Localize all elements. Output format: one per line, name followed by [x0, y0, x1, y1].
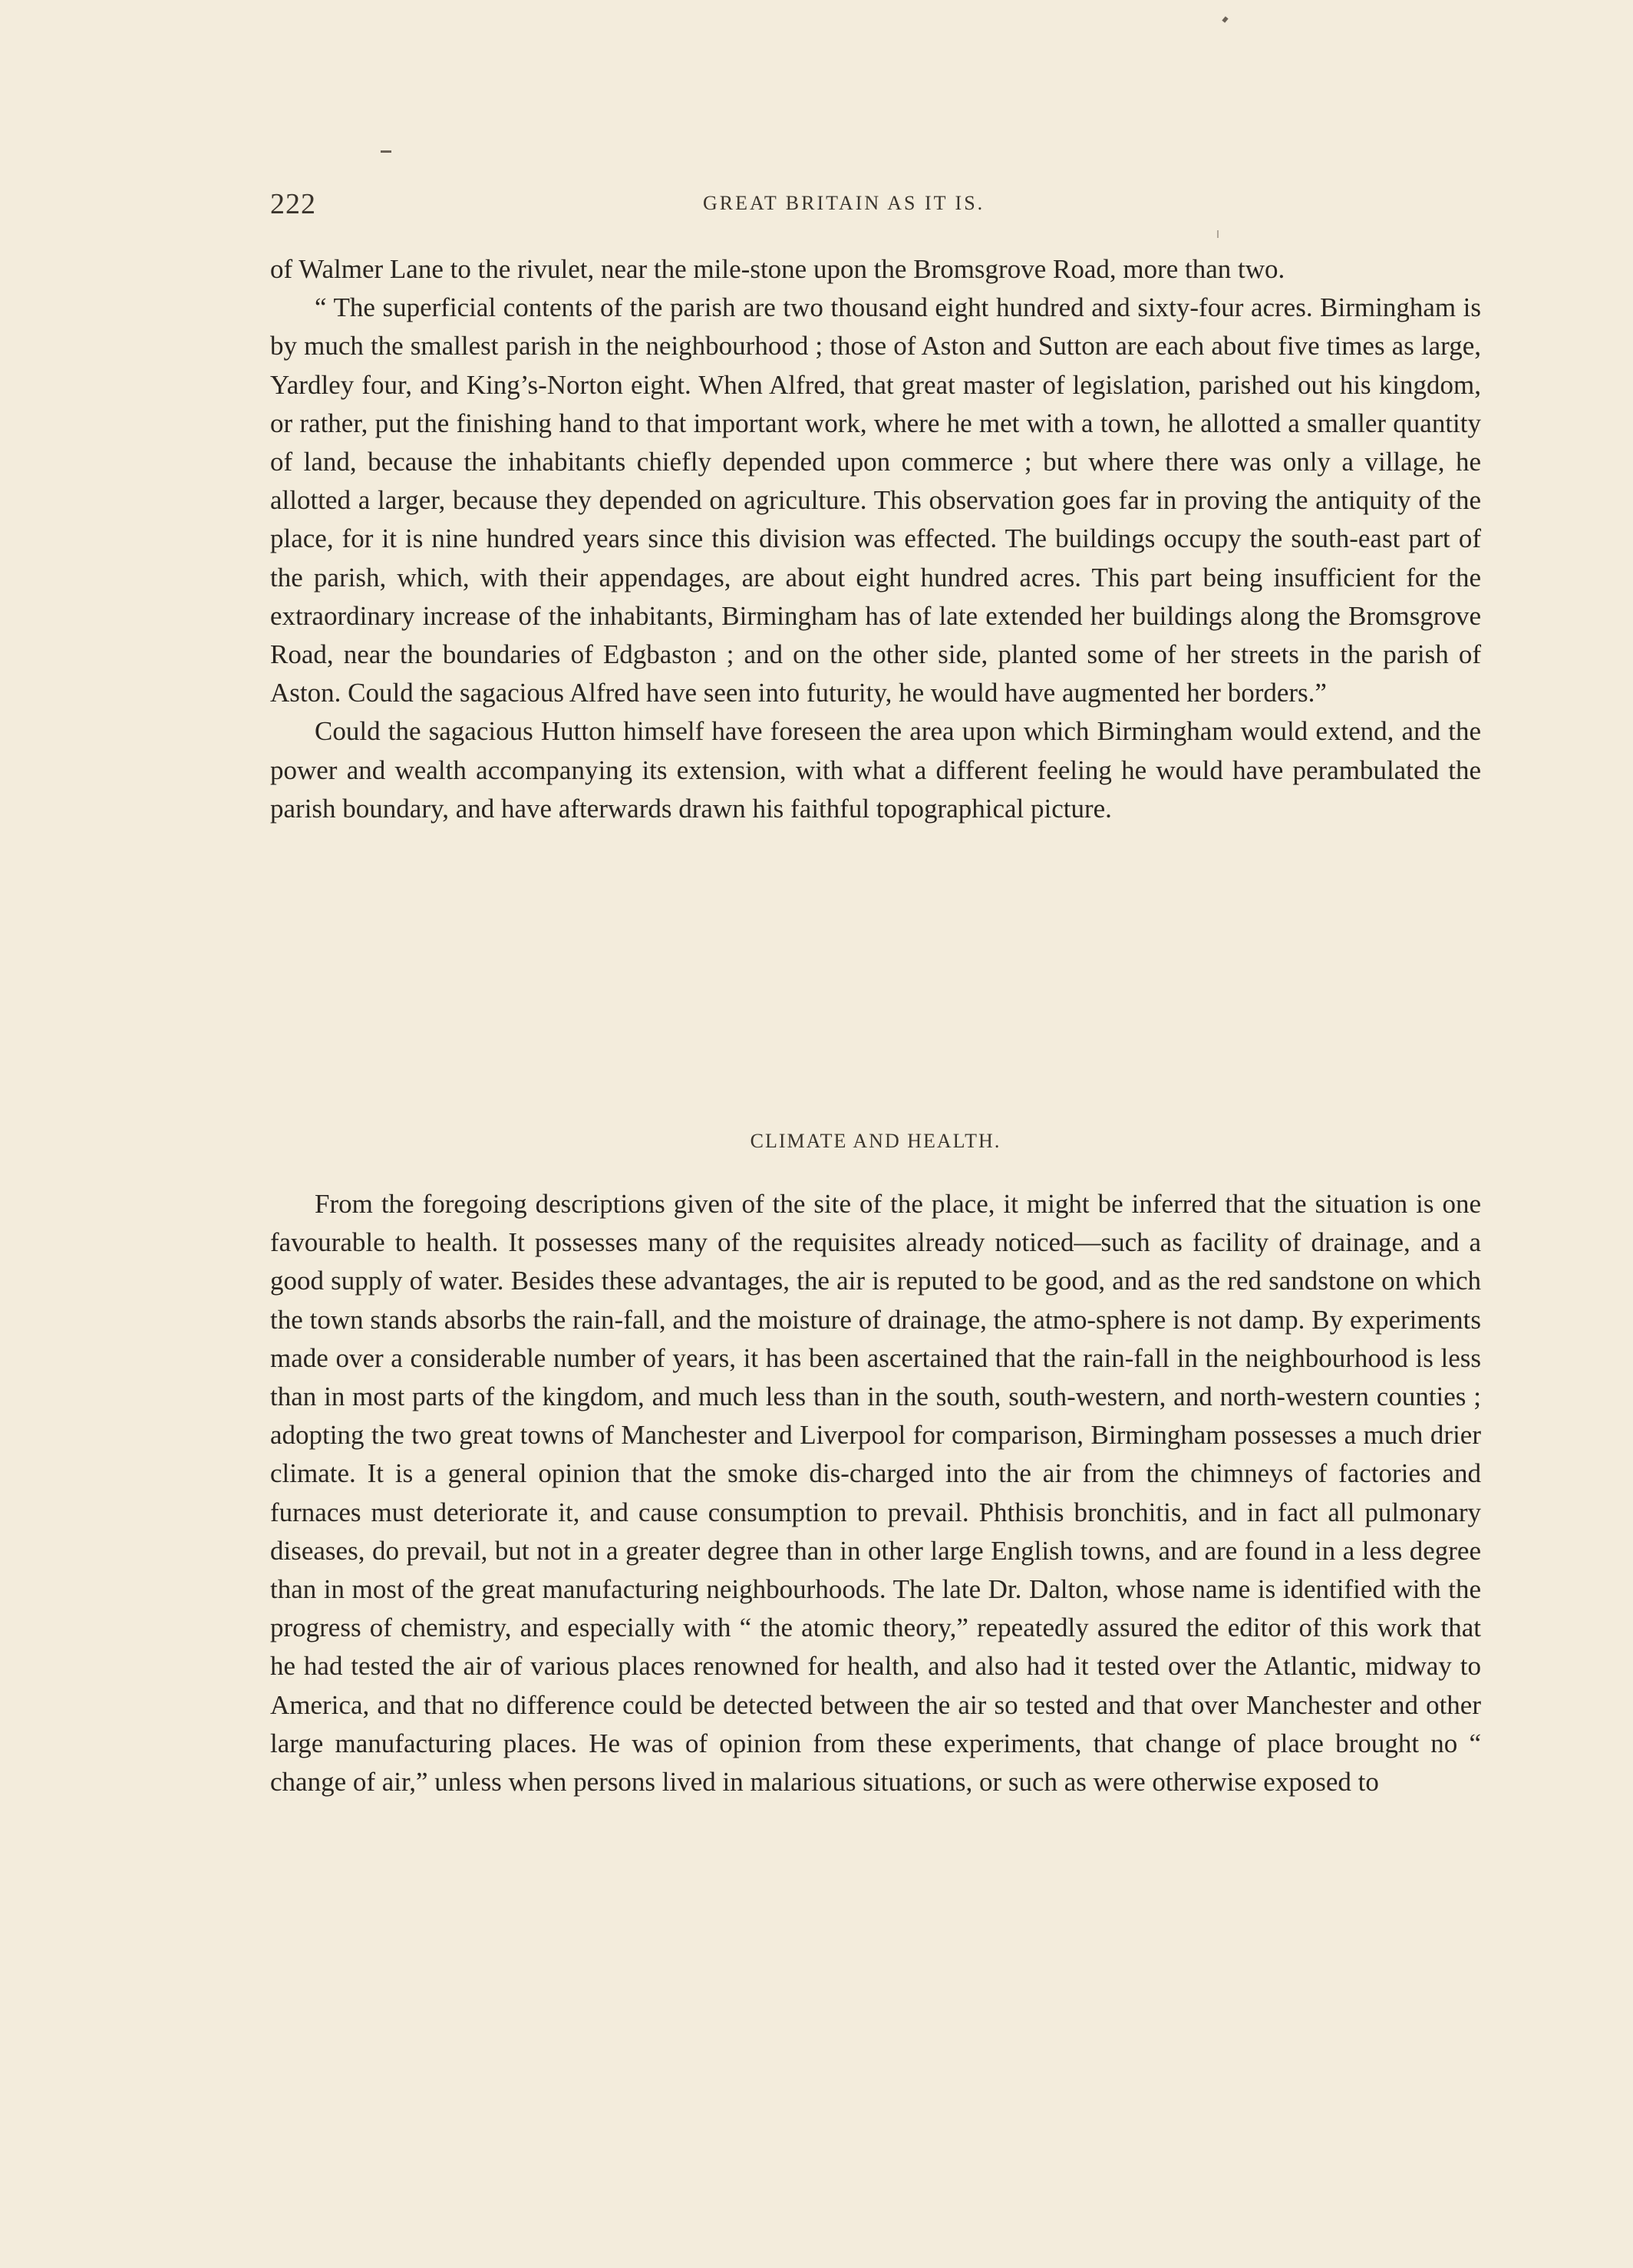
- text-block-bottom: [270, 1185, 1481, 1801]
- section-heading: CLIMATE AND HEALTH.: [750, 1130, 1001, 1152]
- printer-mark: [381, 150, 391, 153]
- paragraph: “ The superficial contents of the parish are two thousand eight hundred and sixty-four acres. Birmingham is by much the smallest parish in the neighbourhood ; those of Aston and Sutton are each about five times as large, Yardley four, and King’s-Norton eight. When Alfred, that great master of legislation, parished out his kingdom, or rather, put the finishing hand to that important work, where he met with a town, he allotted a smaller quantity of land, because the inhabitants chiefly depended upon commerce ; but where there was only a village, he allotted a larger, because they depended on agriculture. This observation goes far in proving the antiquity of the place, for it is nine hundred years since this division was effected. The buildings occupy the south-east part of the parish, which, with their appendages, are about eight hundred acres. This part being insufficient for the extraordinary increase of the inhabitants, Birmingham has of late extended her buildings along the Bromsgrove Road, near the boundaries of Edgbaston ; and on the other side, planted some of her streets in the parish of Aston. Could the sagacious Alfred have seen into futurity, he would have augmented her borders.”: [270, 292, 1481, 708]
- running-title: GREAT BRITAIN AS IT IS.: [703, 192, 985, 214]
- printer-mark: [1222, 16, 1228, 23]
- text-block-top: [270, 250, 1481, 828]
- paragraph: Could the sagacious Hutton himself have foreseen the area upon which Birmingham would extend, and the power and wealth accompanying its extension, with what a different feeling he would have perambulated the parish boundary, and have afterwards drawn his faithful topographical picture.: [270, 716, 1481, 824]
- printer-mark: [1217, 230, 1219, 238]
- running-head: [270, 187, 1483, 221]
- paragraph: From the foregoing descriptions given of the site of the place, it might be inferred that the situation is one favourable to health. It possesses many of the requisites already noticed—such as facility of drainage, and a good supply of water. Besides these advantages, the air is reputed to be good, and as the red sandstone on which the town stands absorbs the rain-fall, and the moisture of drainage, the atmo-sphere is not damp. By experiments made over a considerable number of years, it has been ascertained that the rain-fall in the neighbourhood is less than in most parts of the kingdom, and much less than in the south, south-western, and north-western counties ; adopting the two great towns of Manchester and Liverpool for comparison, Birmingham possesses a much drier climate. It is a general opinion that the smoke dis-charged into the air from the chimneys of factories and furnaces must deteriorate it, and cause consumption to prevail. Phthisis bronchitis, and in fact all pulmonary diseases, do prevail, but not in a greater degree than in other large English towns, and are found in a less degree than in most of the great manufacturing neighbourhoods. The late Dr. Dalton, whose name is identified with the progress of chemistry, and especially with “ the atomic theory,” repeatedly assured the editor of this work that he had tested the air of various places renowned for health, and also had it tested over the Atlantic, midway to America, and that no difference could be detected between the air so tested and that over Manchester and other large manufacturing places. He was of opinion from these experiments, that change of place brought no “ change of air,” unless when persons lived in malarious situations, or such as were otherwise exposed to: [270, 1189, 1481, 1798]
- page-number: 222: [270, 188, 316, 220]
- paragraph: of Walmer Lane to the rivulet, near the mile-stone upon the Bromsgrove Road, more than two.: [270, 254, 1285, 284]
